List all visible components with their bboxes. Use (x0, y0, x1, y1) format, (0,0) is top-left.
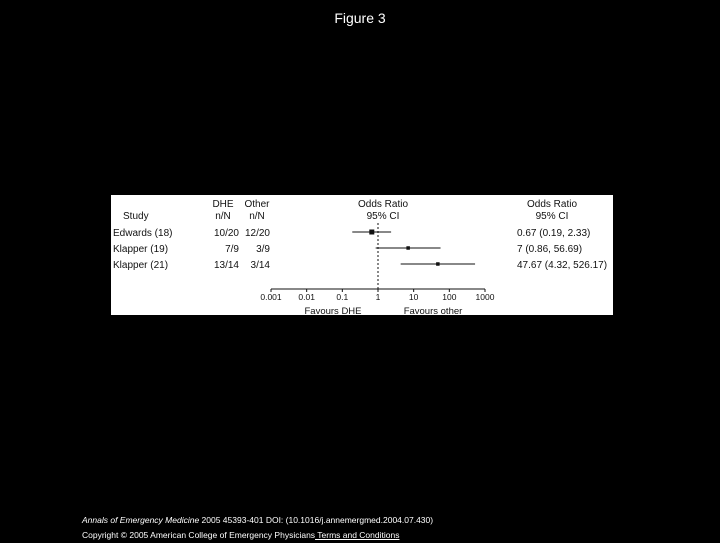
citation-line-2 (82, 528, 433, 543)
study-name: Klapper (19) (113, 244, 169, 255)
header-other: Other (244, 199, 270, 210)
point-estimate (436, 262, 440, 266)
dhe-count: 10/20 (213, 228, 239, 239)
x-tick-label: 10 (408, 292, 419, 302)
favours-right-label: Favours other (403, 306, 463, 315)
header-odds-ratio-text: Odds Ratio (526, 199, 578, 210)
x-tick-label: 1 (375, 292, 381, 302)
study-name: Klapper (21) (113, 260, 169, 271)
x-tick-label: 0.001 (260, 292, 282, 302)
other-count: 3/14 (250, 260, 270, 271)
point-estimate (406, 246, 410, 250)
study-rows (113, 228, 607, 271)
x-tick-label: 1000 (475, 292, 495, 302)
x-tick-label: 0.1 (336, 292, 349, 302)
x-tick-label: 0.01 (298, 292, 315, 302)
study-row (113, 228, 590, 239)
study-row (113, 244, 582, 255)
forest-plot (111, 195, 613, 315)
favours-left-label: Favours DHE (304, 306, 362, 315)
other-count: 3/9 (256, 244, 270, 255)
dhe-count: 13/14 (213, 260, 239, 271)
odds-ratio-text: 0.67 (0.19, 2.33) (517, 228, 591, 239)
odds-ratio-text: 47.67 (4.32, 526.17) (517, 260, 608, 271)
terms-and-conditions-link[interactable]: Terms and Conditions (315, 530, 400, 540)
dhe-count: 7/9 (225, 244, 239, 255)
odds-ratio-text: 7 (0.86, 56.69) (517, 244, 583, 255)
header-ci-plot: 95% CI (366, 211, 400, 222)
header-study: Study (123, 211, 149, 222)
copyright-text: Copyright © 2005 American College of Emergency Physicians (82, 530, 316, 540)
citation (82, 513, 433, 543)
header-other-n: n/N (249, 211, 265, 222)
forest-plot-panel (111, 195, 613, 315)
point-estimate (369, 230, 374, 235)
plot-area (260, 223, 494, 302)
study-name: Edwards (18) (113, 228, 173, 239)
x-tick-label: 100 (442, 292, 457, 302)
study-row (113, 260, 607, 271)
other-count: 12/20 (244, 228, 270, 239)
citation-reference: 2005 45393-401 DOI: (10.1016/j.annemergmed.2004.07.430) (199, 515, 434, 525)
citation-line-1 (82, 513, 433, 528)
journal-name: Annals of Emergency Medicine (82, 515, 200, 525)
header-dhe-n: n/N (215, 211, 231, 222)
header-ci-text: 95% CI (535, 211, 569, 222)
header-dhe: DHE (212, 199, 234, 210)
figure-title: Figure 3 (334, 10, 386, 26)
header-odds-ratio-plot: Odds Ratio (357, 199, 409, 210)
